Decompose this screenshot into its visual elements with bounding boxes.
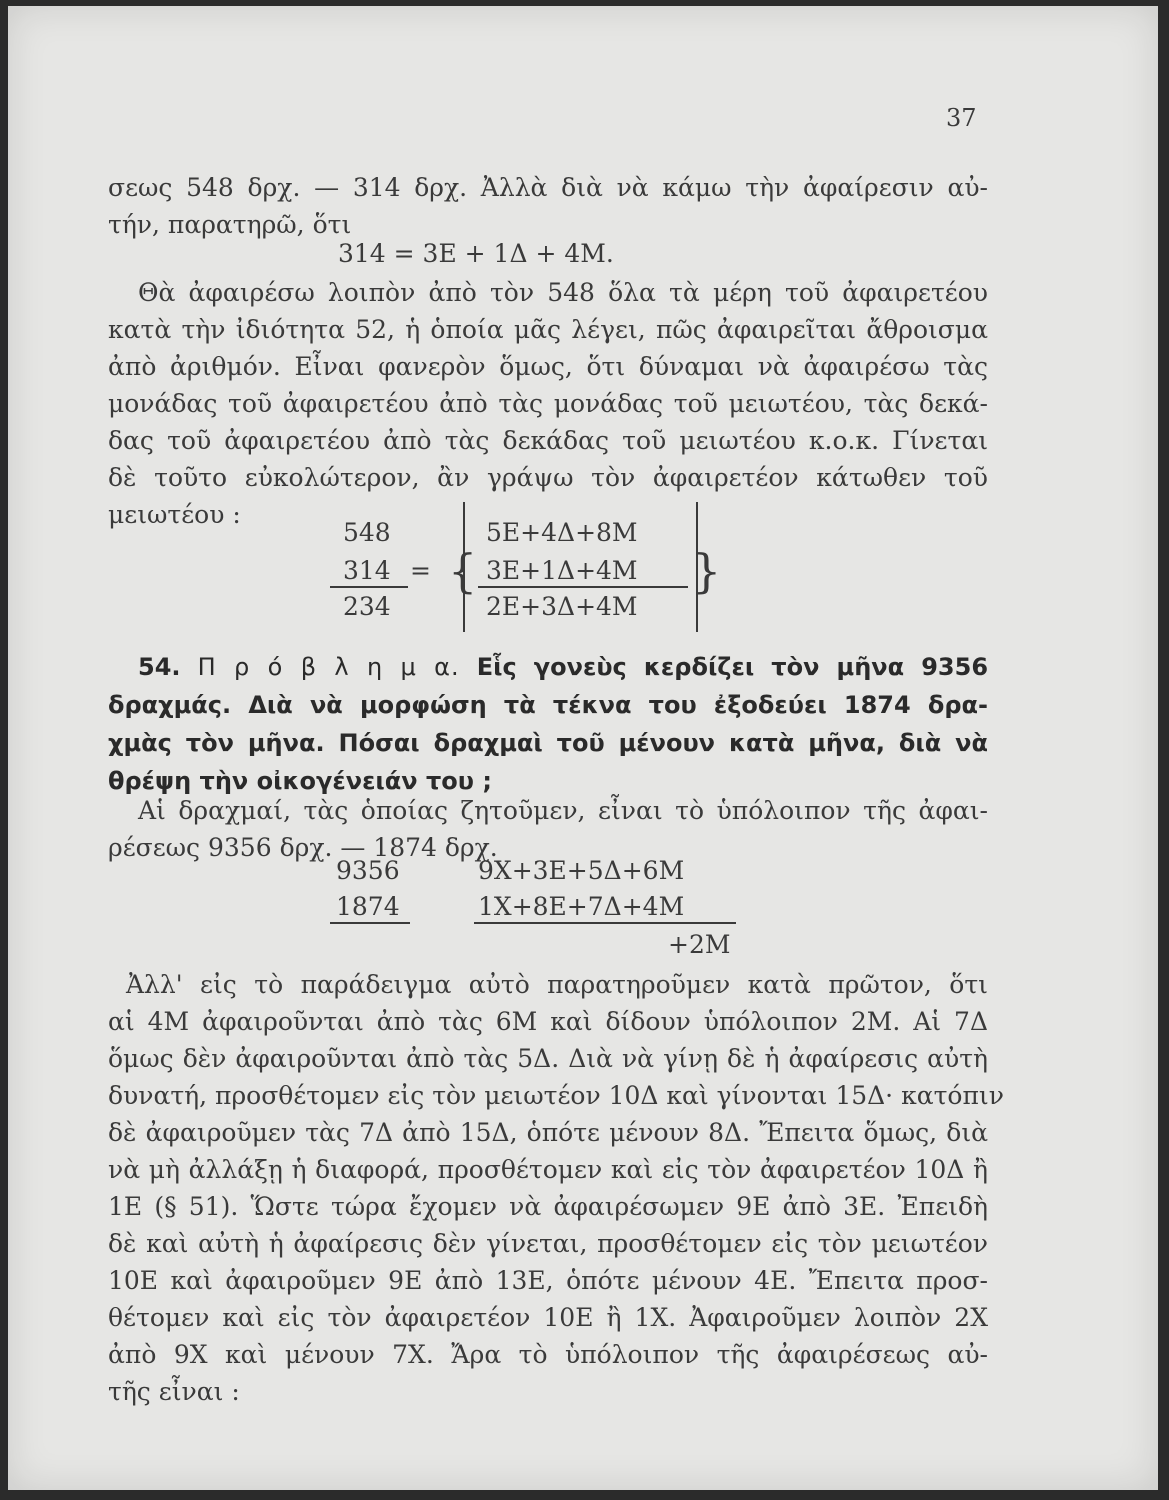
text-line: Ἀλλ' εἰς τὸ παράδειγμα αὐτὸ παρατηροῦμεν κατὰ πρῶτον, ὅτι [126, 970, 988, 999]
expanded-subtrahend: 3Ε+1Δ+4Μ [486, 556, 638, 585]
book-page [8, 6, 1158, 1490]
text-line: αἱ 4Μ ἀφαιροῦνται ἀπὸ τὰς 6Μ καὶ δίδουν ὑπόλοιπον 2Μ. Αἱ 7Δ [108, 1007, 988, 1036]
paragraph-answer-intro [108, 792, 988, 866]
text-line: χμὰς τὸν μῆνα. Πόσαι δραχμαὶ τοῦ μένουν κατὰ μῆνα, διὰ νὰ [108, 729, 988, 757]
text-line: μονάδας τοῦ ἀφαιρετέου ἀπὸ τὰς μονάδας τοῦ μειωτέου, τὰς δεκά- [108, 389, 988, 418]
text-line: ἀπὸ 9Χ καὶ μένουν 7Χ. Ἄρα τὸ ὑπόλοιπον τῆς ἀφαιρέσεως αὐ- [108, 1340, 988, 1369]
text-line: δας τοῦ ἀφαιρετέου ἀπὸ τὰς δεκάδας τοῦ μειωτέου κ.ο.κ. Γίνεται [108, 426, 988, 455]
calc-minuend: 548 [343, 518, 391, 547]
text-line: Θὰ ἀφαιρέσω λοιπὸν ἀπὸ τὸν 548 ὅλα τὰ μέρη τοῦ ἀφαιρετέου [138, 278, 988, 307]
problem-number: 54. [138, 653, 181, 681]
paragraph-intro [108, 169, 988, 243]
text-line: 10Ε καὶ ἀφαιροῦμεν 9Ε ἀπὸ 13Ε, ὁπότε μένουν 4Ε. Ἔπειτα προσ- [108, 1266, 988, 1295]
problem-text: Εἷς γονεὺς κερδίζει τὸν μῆνα 9356 [476, 653, 989, 681]
text-line: κατὰ τὴν ἰδιότητα 52, ἡ ὁποία μᾶς λέγει, πῶς ἀφαιρεῖται ἄθροισμα [108, 315, 988, 344]
expanded-minuend: 9Χ+3Ε+5Δ+6Μ [478, 856, 685, 885]
calc-rule [330, 586, 408, 588]
partial-result: +2Μ [668, 930, 731, 959]
text-line: δὲ τοῦτο εὐκολώτερον, ἂν γράψω τὸν ἀφαιρετέον κάτωθεν τοῦ [108, 463, 988, 492]
equals-sign: = [410, 556, 431, 585]
brace-left: { [448, 544, 478, 598]
text-line: 1Ε (§ 51). Ὥστε τώρα ἔχομεν νὰ ἀφαιρέσωμεν 9Ε ἀπὸ 3Ε. Ἐπειδὴ [108, 1192, 988, 1221]
text-line: δυνατή, προσθέτομεν εἰς τὸν μειωτέον 10Δ καὶ γίνονται 15Δ· κατόπιν [108, 1081, 1004, 1110]
calc-subtrahend: 314 [343, 556, 391, 585]
expanded-subtrahend: 1Χ+8Ε+7Δ+4Μ [478, 892, 685, 921]
text-line: θρέψη τὴν οἰκογένειάν του ; [108, 767, 492, 795]
text-line: δραχμάς. Διὰ νὰ μορφώση τὰ τέκνα του ἐξοδεύει 1874 δρα- [108, 691, 988, 719]
equation-314: 314 = 3Ε + 1Δ + 4Μ. [338, 239, 614, 268]
text-line: ὅμως δὲν ἀφαιροῦνται ἀπὸ τὰς 5Δ. Διὰ νὰ γίνῃ δὲ ἡ ἀφαίρεσις αὐτὴ [108, 1044, 988, 1073]
text-line: δὲ ἀφαιροῦμεν τὰς 7Δ ἀπὸ 15Δ, ὁπότε μένουν 8Δ. Ἔπειτα ὅμως, διὰ [108, 1118, 988, 1147]
paragraph-detailed-explanation [108, 966, 1004, 1410]
text-line: μειωτέου : [108, 500, 241, 529]
text-line: τήν, παρατηρῶ, ὅτι [108, 210, 352, 239]
calc-minuend: 9356 [336, 856, 400, 885]
expanded-difference: 2Ε+3Δ+4Μ [486, 592, 638, 621]
calc-rule [478, 586, 688, 588]
page-number: 37 [946, 104, 977, 132]
text-line: ρέσεως 9356 δρχ. — 1874 δρχ. [108, 833, 498, 862]
calc-difference: 234 [343, 592, 391, 621]
calc-rule [330, 922, 410, 924]
text-line: θέτομεν καὶ εἰς τὸν ἀφαιρετέον 10Ε ἢ 1Χ. Ἀφαιροῦμεν λοιπὸν 2Χ [108, 1303, 988, 1332]
brace-right: } [692, 544, 722, 598]
calc-subtrahend: 1874 [336, 892, 400, 921]
problem-label: Π ρ ό β λ η μ α. [197, 653, 460, 681]
text-line: δὲ καὶ αὐτὴ ἡ ἀφαίρεσις δὲν γίνεται, προσθέτομεν εἰς τὸν μειωτέον [108, 1229, 988, 1258]
text-line: τῆς εἶναι : [108, 1377, 240, 1406]
text-line: σεως 548 δρχ. — 314 δρχ. Ἀλλὰ διὰ νὰ κάμω τὴν ἀφαίρεσιν αὐ- [108, 173, 988, 202]
problem-54 [108, 648, 988, 800]
paragraph-explanation [108, 274, 988, 533]
text-line: ἀπὸ ἀριθμόν. Εἶναι φανερὸν ὅμως, ὅτι δύναμαι νὰ ἀφαιρέσω τὰς [108, 352, 988, 381]
text-line: Αἱ δραχμαί, τὰς ὁποίας ζητοῦμεν, εἶναι τὸ ὑπόλοιπον τῆς ἀφαι- [138, 796, 988, 825]
text-line: νὰ μὴ ἀλλάξῃ ἡ διαφορά, προσθέτομεν καὶ εἰς τὸν ἀφαιρετέον 10Δ ἢ [108, 1155, 988, 1184]
problem-first-line [108, 648, 988, 686]
expanded-minuend: 5Ε+4Δ+8Μ [486, 518, 638, 547]
calc-rule [474, 922, 736, 924]
